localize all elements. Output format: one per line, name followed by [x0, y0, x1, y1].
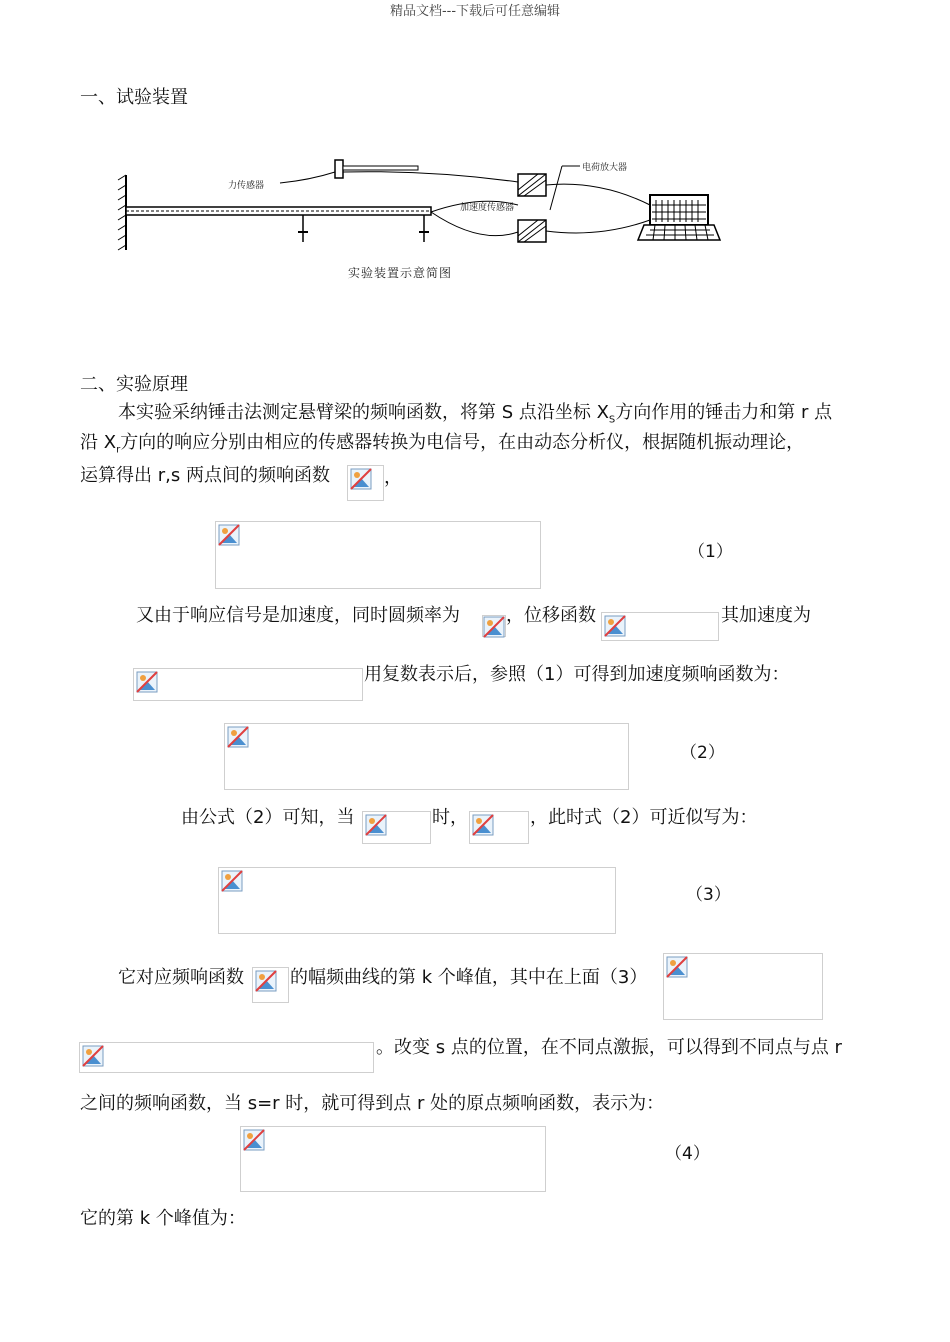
equation-number-1: （1） [688, 542, 733, 562]
broken-image-icon [218, 524, 240, 546]
text: 本实验采纳锤击法测定悬臂梁的频响函数，将第 S 点沿坐标 X [118, 402, 609, 423]
subscript: r [116, 444, 121, 456]
label-amplifier: 电荷放大器 [582, 163, 628, 173]
section-1-title: 一、试验装置 [80, 87, 188, 108]
broken-image-icon [365, 814, 387, 836]
formula-image [482, 615, 506, 637]
figure-caption: 实验装置示意简图 [348, 266, 453, 280]
formula-image [362, 811, 431, 844]
text: 。改变 s 点的位置，在不同点激振，可以得到不同点与点 r [376, 1037, 842, 1058]
text: 它对应频响函数 [118, 967, 244, 988]
broken-image-icon [82, 1045, 104, 1067]
formula-image [601, 612, 719, 641]
broken-image-icon [221, 870, 243, 892]
broken-image-icon [255, 970, 277, 992]
text: 之间的频响函数，当 s=r 时，就可得到点 r 处的原点频响函数，表示为： [80, 1093, 665, 1114]
formula-image [347, 465, 384, 501]
text: 方向的响应分别由相应的传感器转换为电信号，在由动态分析仪，根据随机振动理论， [120, 432, 805, 453]
subscript: S [608, 414, 616, 426]
broken-image-icon [483, 616, 505, 638]
text: 又由于响应信号是加速度，同时圆频率为 [136, 605, 460, 626]
broken-image-icon [227, 726, 249, 748]
text: 由公式（2）可知，当 [181, 807, 355, 828]
equation-number-3: （3） [686, 885, 731, 905]
text: 它的第 k 个峰值为： [80, 1208, 246, 1229]
equation-number-2: （2） [680, 743, 725, 763]
broken-image-icon [243, 1129, 265, 1151]
equation-3-image [218, 867, 616, 934]
equation-4-image [240, 1126, 546, 1192]
formula-image [252, 967, 289, 1003]
broken-image-icon [136, 671, 158, 693]
text: 其加速度为 [721, 605, 811, 626]
paragraph-line: 运算得出 r,s 两点间的频响函数 [80, 465, 330, 486]
formula-image [663, 953, 823, 1020]
text: 的幅频曲线的第 k 个峰值，其中在上面（3） [290, 967, 648, 988]
text: ，位移函数 [506, 605, 596, 626]
equation-1-image [215, 521, 541, 589]
label-accelerometer: 加速度传感器 [460, 203, 515, 213]
page-header: 精品文档---下载后可任意编辑 [389, 4, 561, 19]
equation-2-image [224, 723, 629, 790]
text: 沿 X [80, 432, 117, 453]
paragraph-line [118, 401, 832, 433]
text: ，此时式（2）可近似写为： [530, 807, 758, 828]
broken-image-icon [350, 468, 372, 490]
formula-image [469, 811, 529, 844]
formula-image [79, 1042, 374, 1073]
equation-number-4: （4） [665, 1144, 710, 1164]
section-2-title: 二、实验原理 [80, 374, 188, 395]
text: 用复数表示后，参照（1）可得到加速度频响函数为： [364, 664, 790, 685]
paragraph-line [80, 431, 804, 463]
broken-image-icon [666, 956, 688, 978]
punctuation: ， [384, 467, 402, 488]
text: 时， [432, 807, 468, 828]
broken-image-icon [472, 814, 494, 836]
text: 方向作用的锤击力和第 r 点 [615, 402, 833, 423]
formula-image [133, 668, 363, 701]
setup-diagram [110, 150, 740, 290]
label-force-sensor: 力传感器 [228, 181, 265, 191]
broken-image-icon [604, 615, 626, 637]
